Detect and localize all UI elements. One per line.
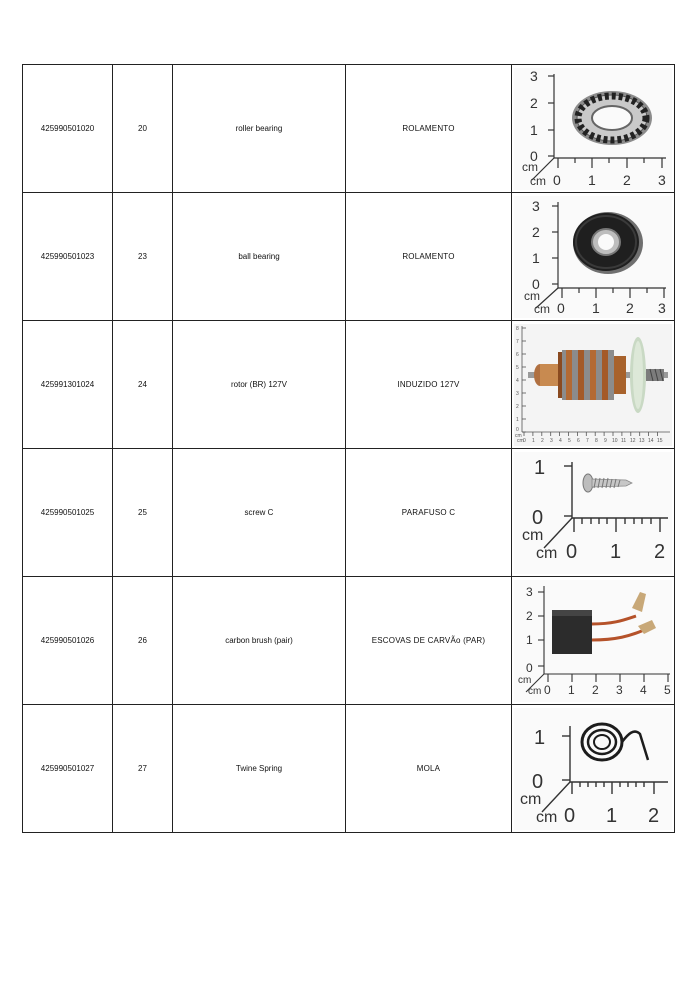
x-tick-label: 3 [658, 171, 666, 188]
x-tick-label: 2 [592, 682, 599, 697]
part-number: 20 [113, 65, 173, 193]
description-pt: MOLA [346, 705, 512, 833]
x-tick-label: 0 [553, 171, 561, 188]
x-tick-label: 2 [541, 437, 544, 444]
y-tick-label: 0 [532, 506, 544, 529]
description-en: carbon brush (pair) [173, 577, 346, 705]
description-en: roller bearing [173, 65, 346, 193]
y-tick-label: 0 [532, 770, 544, 793]
y-tick-label: 1 [534, 726, 546, 749]
unit-label: cm [515, 432, 522, 439]
unit-label: cm [536, 544, 558, 562]
x-tick-label: 1 [588, 171, 596, 188]
spring-image [514, 708, 672, 830]
description-pt: ROLAMENTO [346, 193, 512, 321]
x-tick-label: 3 [550, 437, 553, 444]
table-row [23, 577, 675, 705]
part-code: 425990501023 [23, 193, 113, 321]
x-tick-label: 0 [566, 540, 578, 563]
y-tick-label: 3 [516, 390, 519, 397]
x-tick-label: 7 [586, 437, 589, 444]
y-tick-label: 1 [526, 632, 533, 647]
unit-label: cm [522, 526, 544, 544]
part-photo-cell [512, 577, 675, 705]
unit-label: cm [524, 288, 540, 303]
x-tick-label: 3 [616, 682, 623, 697]
y-tick-label: 2 [516, 403, 519, 410]
part-number: 24 [113, 321, 173, 449]
y-tick-label: 1 [534, 456, 546, 479]
y-tick-label: 4 [516, 377, 519, 384]
x-tick-label: 12 [630, 437, 636, 444]
description-pt: ROLAMENTO [346, 65, 512, 193]
rotor-image [514, 324, 672, 446]
x-tick-label: 1 [610, 540, 622, 563]
x-tick-label: 0 [544, 682, 551, 697]
y-tick-label: 8 [516, 325, 519, 332]
unit-label: cm [517, 437, 524, 444]
table-row [23, 193, 675, 321]
y-tick-label: 1 [516, 416, 519, 423]
x-tick-label: 5 [664, 682, 671, 697]
unit-label: cm [520, 790, 542, 808]
unit-label: cm [536, 808, 558, 826]
x-tick-label: 3 [658, 299, 666, 316]
screw-image [514, 452, 672, 574]
y-tick-label: 3 [532, 197, 540, 214]
y-tick-label: 0 [532, 275, 540, 292]
x-tick-label: 1 [568, 682, 575, 697]
table-row [23, 65, 675, 193]
unit-label: cm [522, 159, 538, 174]
part-code: 425991301024 [23, 321, 113, 449]
roller-bearing-image [514, 68, 672, 190]
y-tick-label: 5 [516, 364, 519, 371]
y-tick-label: 1 [532, 249, 540, 266]
y-tick-label: 1 [530, 121, 538, 138]
x-tick-label: 9 [604, 437, 607, 444]
part-photo-cell [512, 193, 675, 321]
y-tick-label: 2 [526, 608, 533, 623]
part-number: 26 [113, 577, 173, 705]
y-tick-label: 7 [516, 338, 519, 345]
table-row [23, 321, 675, 449]
ball-bearing-shape [573, 212, 643, 274]
part-photo-cell [512, 705, 675, 833]
part-photo-cell [512, 65, 675, 193]
y-tick-label: 2 [530, 94, 538, 111]
x-tick-label: 1 [532, 437, 535, 444]
x-tick-label: 0 [564, 804, 576, 827]
description-en: Twine Spring [173, 705, 346, 833]
x-tick-label: 13 [639, 437, 645, 444]
x-tick-label: 1 [592, 299, 600, 316]
part-code: 425990501020 [23, 65, 113, 193]
x-tick-label: 5 [568, 437, 571, 444]
part-photo-cell [512, 449, 675, 577]
carbon-brush-image [514, 580, 672, 702]
part-code: 425990501026 [23, 577, 113, 705]
description-en: screw C [173, 449, 346, 577]
y-tick-label: 0 [526, 660, 533, 675]
x-tick-label: 4 [559, 437, 562, 444]
x-tick-label: 8 [595, 437, 598, 444]
y-tick-label: 3 [530, 67, 538, 84]
part-code: 425990501027 [23, 705, 113, 833]
unit-label: cm [518, 674, 532, 686]
table-row [23, 705, 675, 833]
x-tick-label: 4 [640, 682, 647, 697]
description-pt: ESCOVAS DE CARVÃo (PAR) [346, 577, 512, 705]
x-tick-label: 2 [626, 299, 634, 316]
x-tick-label: 15 [657, 437, 663, 444]
part-number: 25 [113, 449, 173, 577]
y-tick-label: 6 [516, 351, 519, 358]
y-tick-label: 2 [532, 223, 540, 240]
part-number: 23 [113, 193, 173, 321]
description-en: ball bearing [173, 193, 346, 321]
x-tick-label: 1 [606, 804, 618, 827]
description-pt: PARAFUSO C [346, 449, 512, 577]
unit-label: cm [534, 301, 550, 316]
unit-label: cm [530, 173, 546, 188]
table-row [23, 449, 675, 577]
x-tick-label: 2 [648, 804, 660, 827]
description-en: rotor (BR) 127V [173, 321, 346, 449]
x-tick-label: 11 [621, 437, 627, 444]
y-tick-label: 0 [530, 147, 538, 164]
y-tick-label: 3 [526, 584, 533, 599]
part-number: 27 [113, 705, 173, 833]
x-tick-label: 0 [523, 437, 526, 444]
parts-table [22, 64, 675, 833]
ball-bearing-image [514, 196, 672, 318]
part-code: 425990501025 [23, 449, 113, 577]
x-tick-label: 14 [648, 437, 654, 444]
x-tick-label: 10 [612, 437, 618, 444]
y-tick-label: 0 [516, 426, 519, 433]
roller-bearing-shape [572, 91, 652, 145]
x-tick-label: 0 [557, 299, 565, 316]
part-photo-cell [512, 321, 675, 449]
description-pt: INDUZIDO 127V [346, 321, 512, 449]
unit-label: cm [528, 685, 542, 697]
x-tick-label: 2 [623, 171, 631, 188]
x-tick-label: 6 [577, 437, 580, 444]
x-tick-label: 2 [654, 540, 666, 563]
